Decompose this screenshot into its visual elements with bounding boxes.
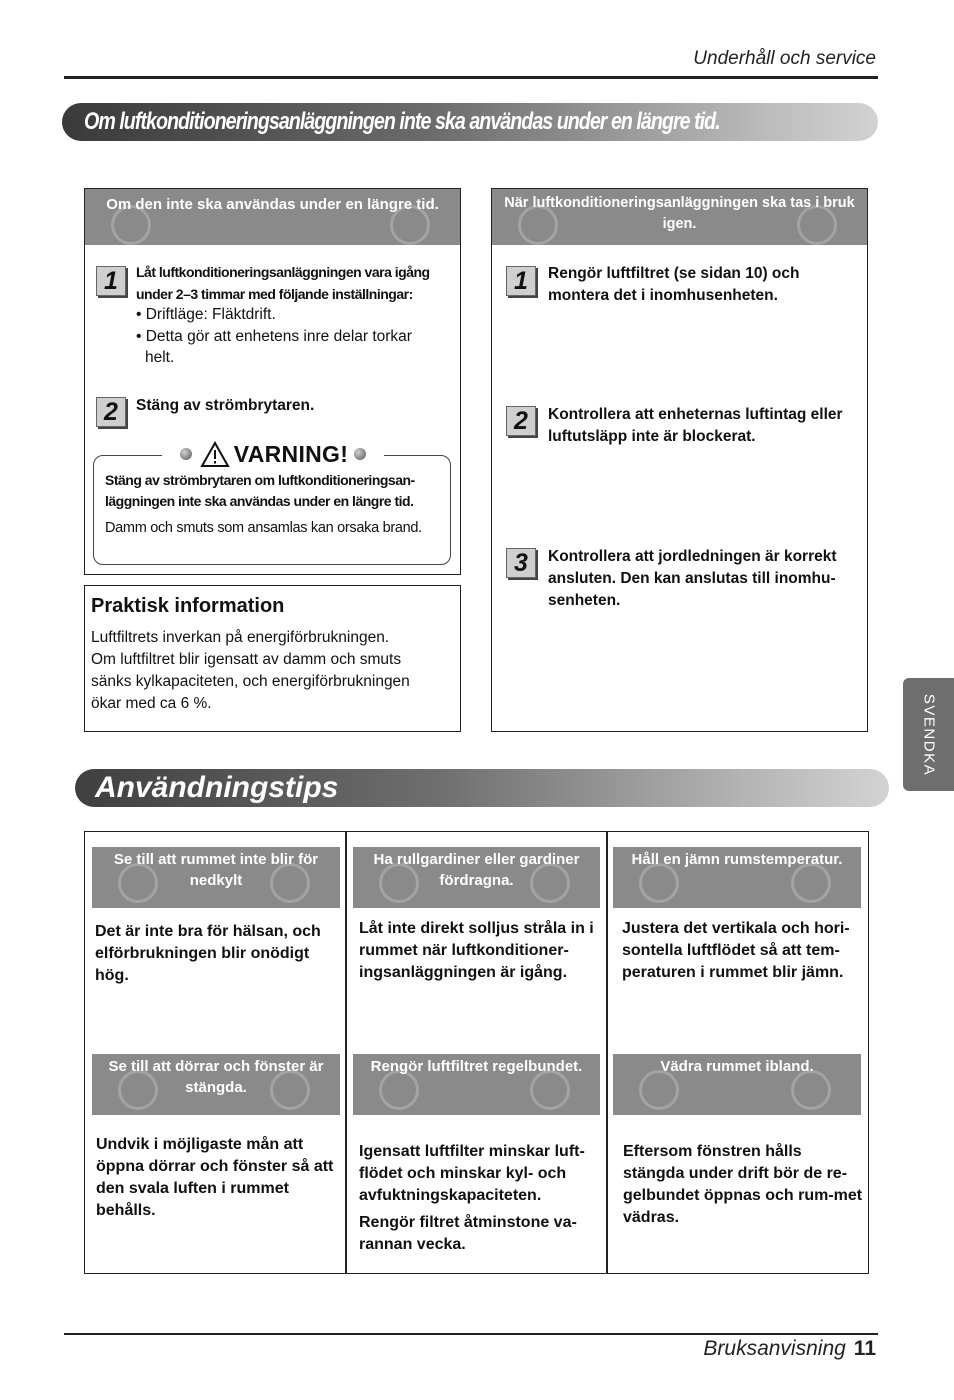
footer-rule [64, 1333, 878, 1335]
right-step-number-1: 1 [506, 266, 536, 296]
left-step2-text: Stäng av strömbrytaren. [136, 397, 315, 414]
tip-tag-4-text: Se till att dörrar och fönster är stängda. [108, 1058, 324, 1096]
step-number-1: 1 [96, 266, 126, 296]
left-step1-bullet-2: • Detta gör att enhetens inre delar torkar [136, 328, 412, 345]
left-panel-tag-text: Om den inte ska användas under en längre tid. [106, 196, 439, 213]
bullet-dot-right [354, 448, 366, 460]
tip-text-6: Eftersom fönstren hålls stängda under drift bör de re-gelbundet öppnas och rum-met vädras. [623, 1143, 863, 1226]
warning-text: Damm och smuts som ansamlas kan orsaka brand. [105, 520, 422, 536]
page-number: 11 [853, 1337, 876, 1360]
right-step-number-3: 3 [506, 548, 536, 578]
tips-divider-1 [345, 832, 347, 1273]
step-number-2: 2 [96, 397, 126, 427]
right-panel-tag-text: När luftkonditioneringsanläggningen ska tas i bruk igen. [504, 195, 855, 232]
tips-title: Användningstips [95, 771, 339, 804]
left-step1-bullet-3: helt. [145, 349, 175, 366]
language-side-tab [903, 678, 954, 791]
warning-bold-text: Stäng av strömbrytaren om luftkonditioneringsan-läggningen inte ska användas under en längre tid. [105, 472, 415, 509]
section-banner [62, 103, 878, 141]
tip-tag-5 [353, 1054, 600, 1115]
info-line-1: Luftfiltrets inverkan på energiförbrukningen. [91, 629, 390, 646]
right-step3-text: Kontrollera att jordledningen är korrekt ansluten. Den kan anslutas till inomhu-senheten. [548, 548, 837, 609]
right-step-number-2: 2 [506, 406, 536, 436]
info-line-2: Om luftfiltret blir igensatt av damm och smuts [91, 651, 402, 668]
tip-text-5: Igensatt luftfilter minskar luft-flödet och minskar kyl- och avfuktningskapaciteten. [359, 1143, 585, 1204]
tip-tag-6-text: Vädra rummet ibland. [660, 1058, 814, 1075]
left-step1-bullet-1: • Driftläge: Fläktdrift. [136, 306, 276, 323]
tip-tag-6 [613, 1054, 861, 1115]
tip-tag-1 [92, 847, 340, 908]
tip-text-4: Undvik i möjligaste mån att öppna dörrar och fönster så att den svala luften i rummet behålls. [96, 1136, 334, 1219]
tips-banner [75, 769, 889, 807]
warning-header [162, 438, 384, 470]
warning-label: VARNING! [233, 440, 349, 467]
right-step1-text: Rengör luftfiltret (se sidan 10) och montera det i inomhusenheten. [548, 265, 800, 304]
tip-tag-1-text: Se till att rummet inte blir för nedkylt [113, 851, 319, 889]
info-title: Praktisk information [91, 595, 285, 617]
right-step2-text: Kontrollera att enheternas luftintag eller luftutsläpp inte är blockerat. [548, 406, 843, 445]
info-line-3: sänks kylkapaciteten, och energiförbrukningen [91, 673, 410, 690]
info-line-4: ökar med ca 6 %. [91, 695, 212, 712]
header-rule [64, 76, 878, 79]
left-step1-text: Låt luftkonditioneringsanläggningen vara igång under 2–3 timmar med följande inställningar: [136, 264, 430, 302]
right-panel-tag [492, 189, 867, 245]
tip-text-3: Justera det vertikala och hori-sontella luftflödet så att tem-peraturen i rummet blir jämn. [622, 920, 850, 981]
tip-tag-4 [92, 1054, 340, 1115]
tip-text-2: Låt inte direkt solljus stråla in i rummet när luftkonditioner-ingsanläggningen är igång. [359, 920, 594, 981]
language-label: SVENDKA [920, 693, 937, 776]
running-header: Underhåll och service [693, 48, 876, 69]
tip-tag-2-text: Ha rullgardiner eller gardiner fördragna. [373, 851, 580, 889]
bullet-dot-left [180, 448, 192, 460]
tip-text-1: Det är inte bra för hälsan, och elförbrukningen blir onödigt hög. [95, 923, 321, 984]
footer-label: Bruksanvisning [703, 1337, 846, 1360]
tip-tag-3-text: Håll en jämn rumstemperatur. [631, 851, 843, 868]
banner-title: Om luftkonditioneringsanläggningen inte ska användas under en längre tid. [84, 108, 720, 135]
footer [703, 1337, 876, 1361]
tip-text-5b: Rengör filtret åtminstone va-rannan vecka. [359, 1214, 577, 1253]
tip-tag-5-text: Rengör luftfiltret regelbundet. [370, 1058, 583, 1075]
tip-tag-3 [613, 847, 861, 908]
left-panel-tag [85, 189, 460, 245]
warning-triangle-icon [200, 441, 230, 468]
tip-tag-2 [353, 847, 600, 908]
tips-divider-2 [606, 832, 608, 1273]
